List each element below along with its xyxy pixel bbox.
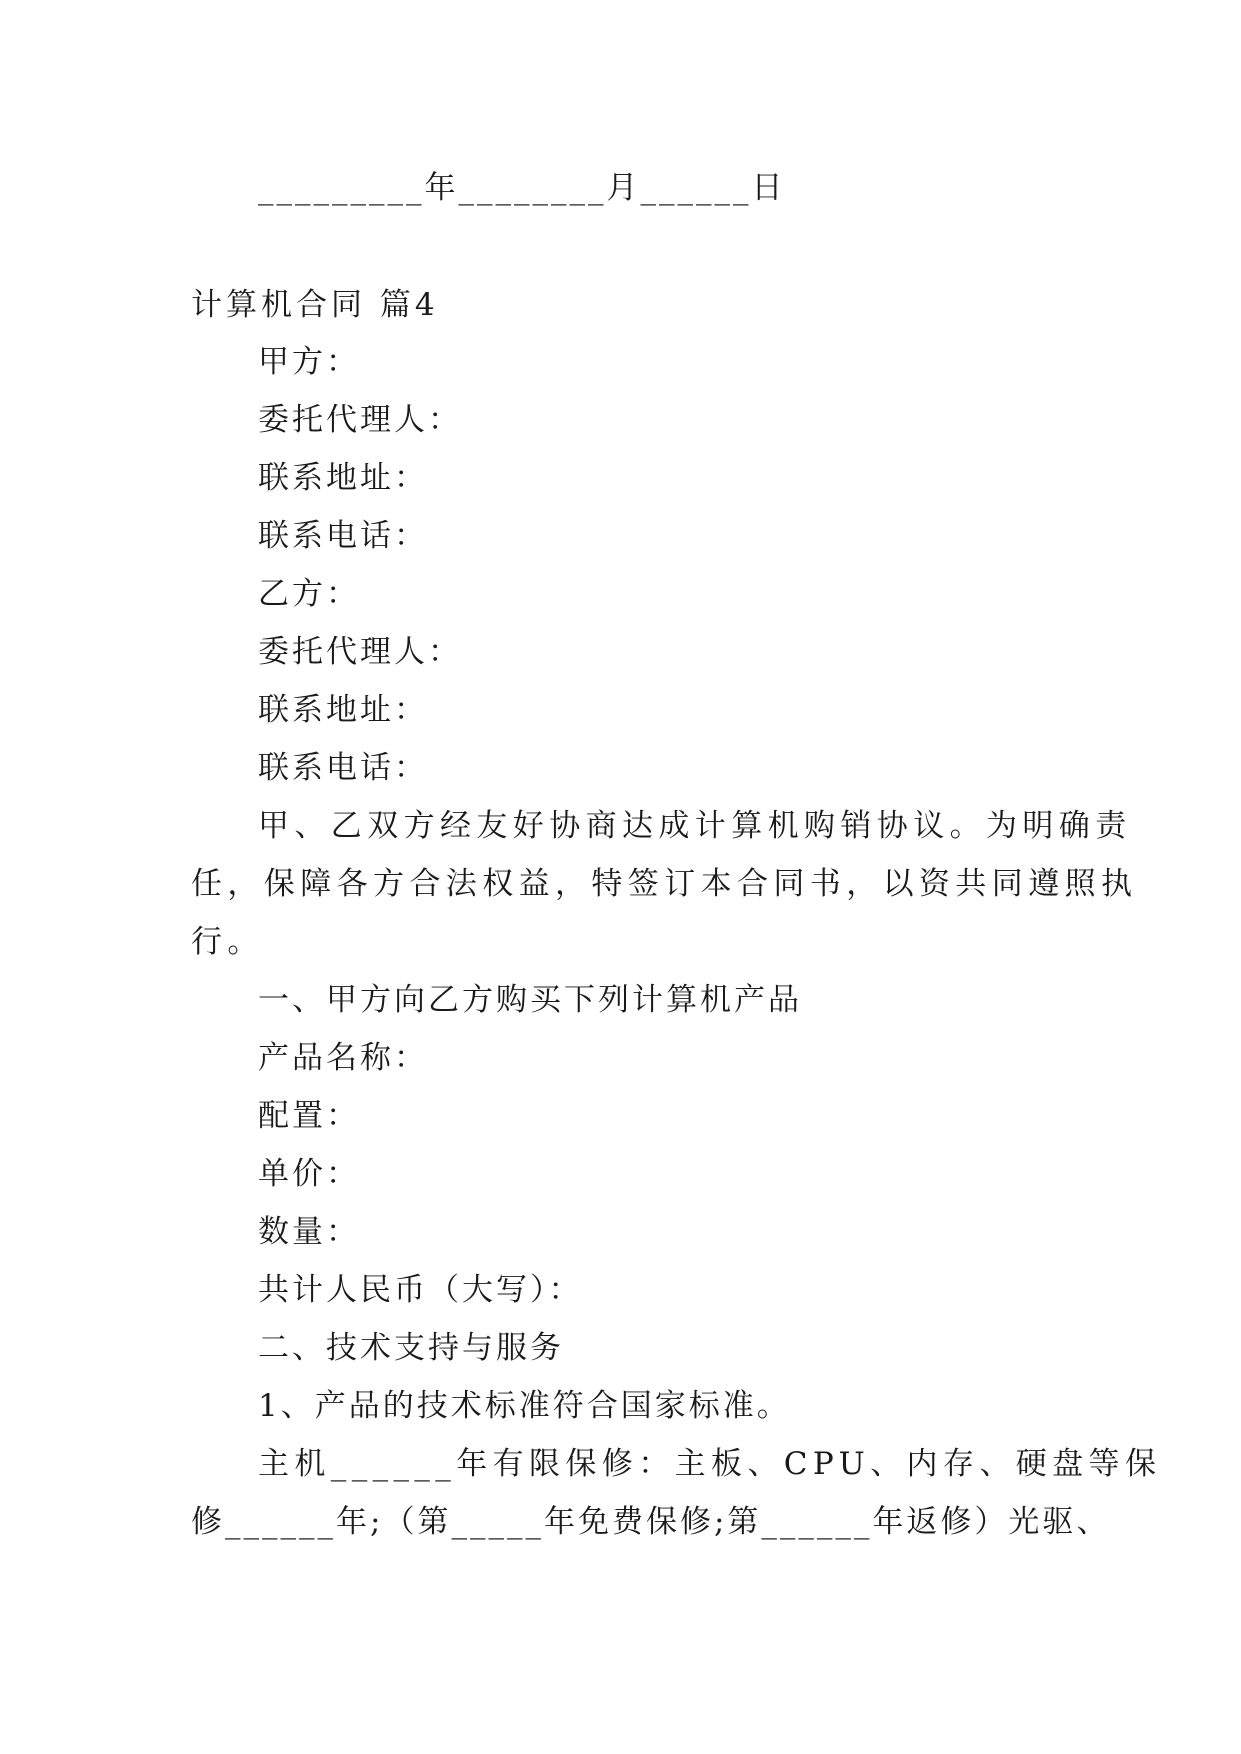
intro-paragraph-line-1: 甲、乙双方经友好协商达成计算机购销协议。为明确责 <box>258 808 1132 844</box>
party-a-agent: 委托代理人： <box>258 402 462 438</box>
warranty-line-1: 主机______年有限保修：主板、CPU、内存、硬盘等保 <box>258 1446 1162 1482</box>
party-b-label: 乙方： <box>258 576 360 612</box>
party-b-agent: 委托代理人： <box>258 634 462 670</box>
party-a-label: 甲方： <box>258 344 360 380</box>
intro-paragraph-line-3: 行。 <box>191 924 264 960</box>
party-b-address: 联系地址： <box>258 692 428 728</box>
quantity-field: 数量： <box>258 1214 360 1250</box>
date-line: _________年________月______日 <box>258 170 786 206</box>
intro-paragraph-line-2: 任，保障各方合法权益，特签订本合同书，以资共同遵照执 <box>191 866 1138 902</box>
configuration-field: 配置： <box>258 1098 360 1134</box>
unit-price-field: 单价： <box>258 1156 360 1192</box>
party-a-phone: 联系电话： <box>258 518 428 554</box>
section-title: 计算机合同 篇4 <box>191 287 439 323</box>
total-amount-field: 共计人民币（大写）： <box>258 1272 583 1308</box>
clause-1-heading: 一、甲方向乙方购买下列计算机产品 <box>258 982 802 1018</box>
clause-2-item-1: 1、产品的技术标准符合国家标准。 <box>258 1388 791 1424</box>
party-b-phone: 联系电话： <box>258 750 428 786</box>
product-name-field: 产品名称： <box>258 1040 428 1076</box>
clause-2-heading: 二、技术支持与服务 <box>258 1330 564 1366</box>
warranty-line-2: 修______年;（第_____年免费保修;第______年返修）光驱、 <box>191 1504 1111 1540</box>
party-a-address: 联系地址： <box>258 460 428 496</box>
